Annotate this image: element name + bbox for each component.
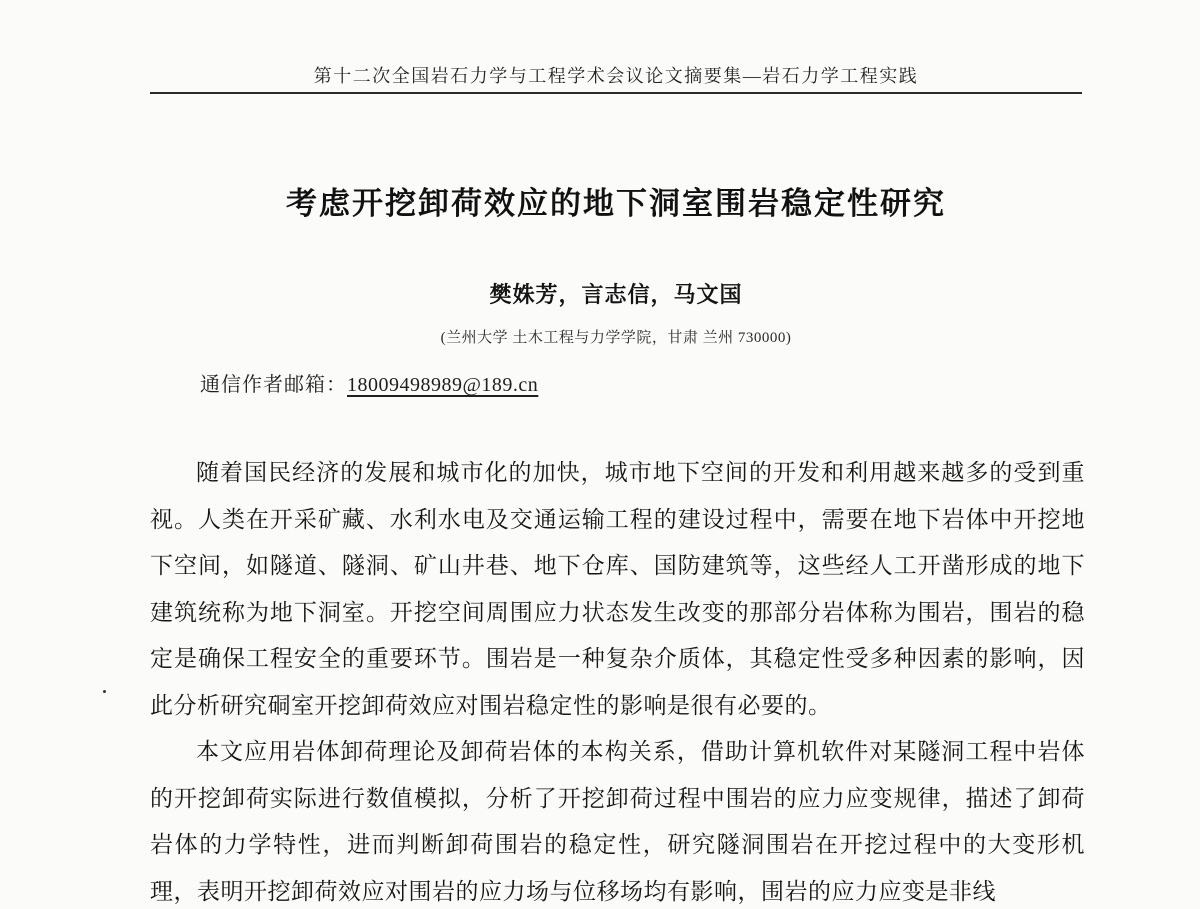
abstract-body bbox=[150, 450, 1085, 909]
authors-line: 樊姝芳，言志信，马文国 bbox=[489, 282, 743, 307]
paper-title: 考虑开挖卸荷效应的地下洞室围岩稳定性研究 bbox=[286, 186, 946, 221]
correspondence-email: 18009498989@189.cn bbox=[347, 374, 539, 396]
correspondence-label: 通信作者邮箱： bbox=[200, 374, 347, 396]
body-paragraph-1: 随着国民经济的发展和城市化的加快，城市地下空间的开发和利用越来越多的受到重视。人类在开采矿藏、水利水电及交通运输工程的建设过程中，需要在地下岩体中开挖地下空间，如隧道、隧洞、矿山井巷、地下仓库、国防建筑等，这些经人工开凿形成的地下建筑统称为地下洞室。开挖空间周围应力状态发生改变的那部分岩体称为围岩，围岩的稳定是确保工程安全的重要环节。围岩是一种复杂介质体，其稳定性受多种因素的影响，因此分析研究硐室开挖卸荷效应对围岩稳定性的影响是很有必要的。 bbox=[150, 460, 1085, 718]
running-header: 第十二次全国岩石力学与工程学术会议论文摘要集—岩石力学工程实践 bbox=[313, 66, 919, 86]
body-paragraph-2: 本文应用岩体卸荷理论及卸荷岩体的本构关系，借助计算机软件对某隧洞工程中岩体的开挖卸荷实际进行数值模拟，分析了开挖卸荷过程中围岩的应力应变规律，描述了卸荷岩体的力学特性，进而判断卸荷围岩的稳定性，研究隧洞围岩在开挖过程中的大变形机理，表明开挖卸荷效应对围岩的应力场与位移场均有影响，围岩的应力应变是非线 bbox=[150, 739, 1085, 904]
affiliation-line: (兰州大学 土木工程与力学学院，甘肃 兰州 730000) bbox=[440, 330, 792, 346]
header-rule bbox=[150, 92, 1082, 94]
scan-artifact-dot bbox=[103, 690, 106, 693]
correspondence-line bbox=[200, 368, 538, 397]
